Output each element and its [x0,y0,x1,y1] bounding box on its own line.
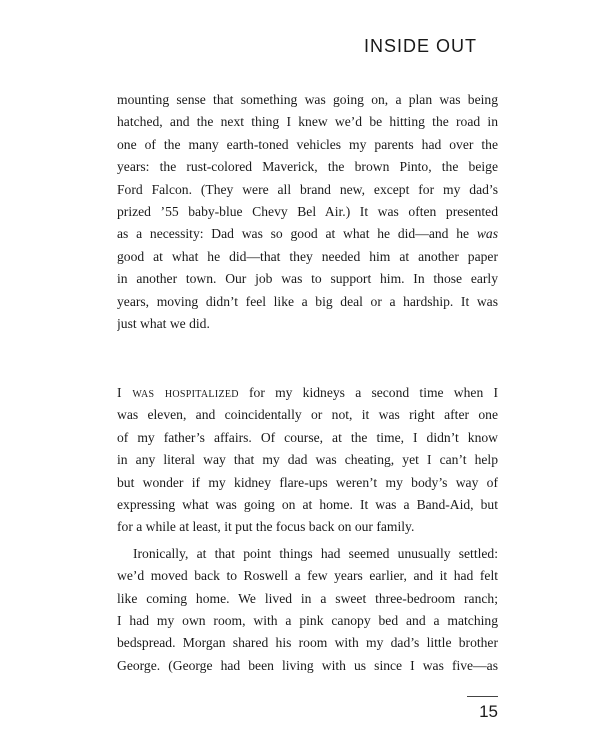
text-line [117,382,498,404]
page-number: 15 [479,702,498,721]
text-line: years: the rust-colored Maverick, the brown Pinto, the beige [117,159,498,175]
text-line: of my father’s affairs. Of course, at the time, I didn’t know [117,429,498,445]
text-line: we’d moved back to Roswell a few years earlier, and it had felt [117,568,498,584]
text-line: expressing what was going on at home. It was a Band-Aid, but [117,496,498,512]
text-line: prized ’55 baby-blue Chevy Bel Air.) It was often presented [117,203,498,219]
text-line: hatched, and the next thing I knew we’d be hitting the road in [117,114,498,130]
text-segment: as a necessity: Dad was so good at what he did—and he [117,226,477,242]
text-line: for a while at least, it put the focus back on our family. [117,519,415,535]
text-line: was eleven, and coincidentally or not, it was right after one [117,407,498,423]
paragraph-roswell [117,543,498,677]
text-line [117,223,498,245]
running-head-title: INSIDE OUT [363,36,477,56]
footer-rule [467,696,498,697]
text-line: but wonder if my kidney flare-ups weren’t my body’s way of [117,474,498,490]
section-lead-in: I was hospitalized [117,385,239,400]
text-line: in any literal way that my dad was cheating, yet I can’t help [117,452,498,468]
text-line: just what we did. [117,315,210,331]
section-hospitalized [117,382,498,677]
text-line: mounting sense that something was going on, a plan was being [117,92,498,107]
text-segment: for my kidneys a second time when I [238,385,498,400]
emphasis-was: was [476,226,498,242]
text-line: one of the many earth-toned vehicles my parents had over the [117,136,498,152]
text-line: Ford Falcon. (They were all brand new, except for my dad’s [117,181,498,197]
text-line: George. (George had been living with us since I was five—as [117,657,498,673]
text-line: Ironically, at that point things had seemed unusually settled: [133,545,498,561]
text-line: in another town. Our job was to support him. In those early [117,271,498,287]
text-line: good at what he did—that they needed him at another paper [117,248,498,264]
text-line: I had my own room, with a pink canopy bed and a matching [117,612,498,628]
text-line: bedspread. Morgan shared his room with my dad’s little brother [117,635,498,651]
text-line: like coming home. We lived in a sweet three-bedroom ranch; [117,590,498,606]
paragraph-hospitalized [117,382,498,539]
paragraph-travel [117,89,498,335]
text-line: years, moving didn’t feel like a big deal or a hardship. It was [117,293,498,309]
